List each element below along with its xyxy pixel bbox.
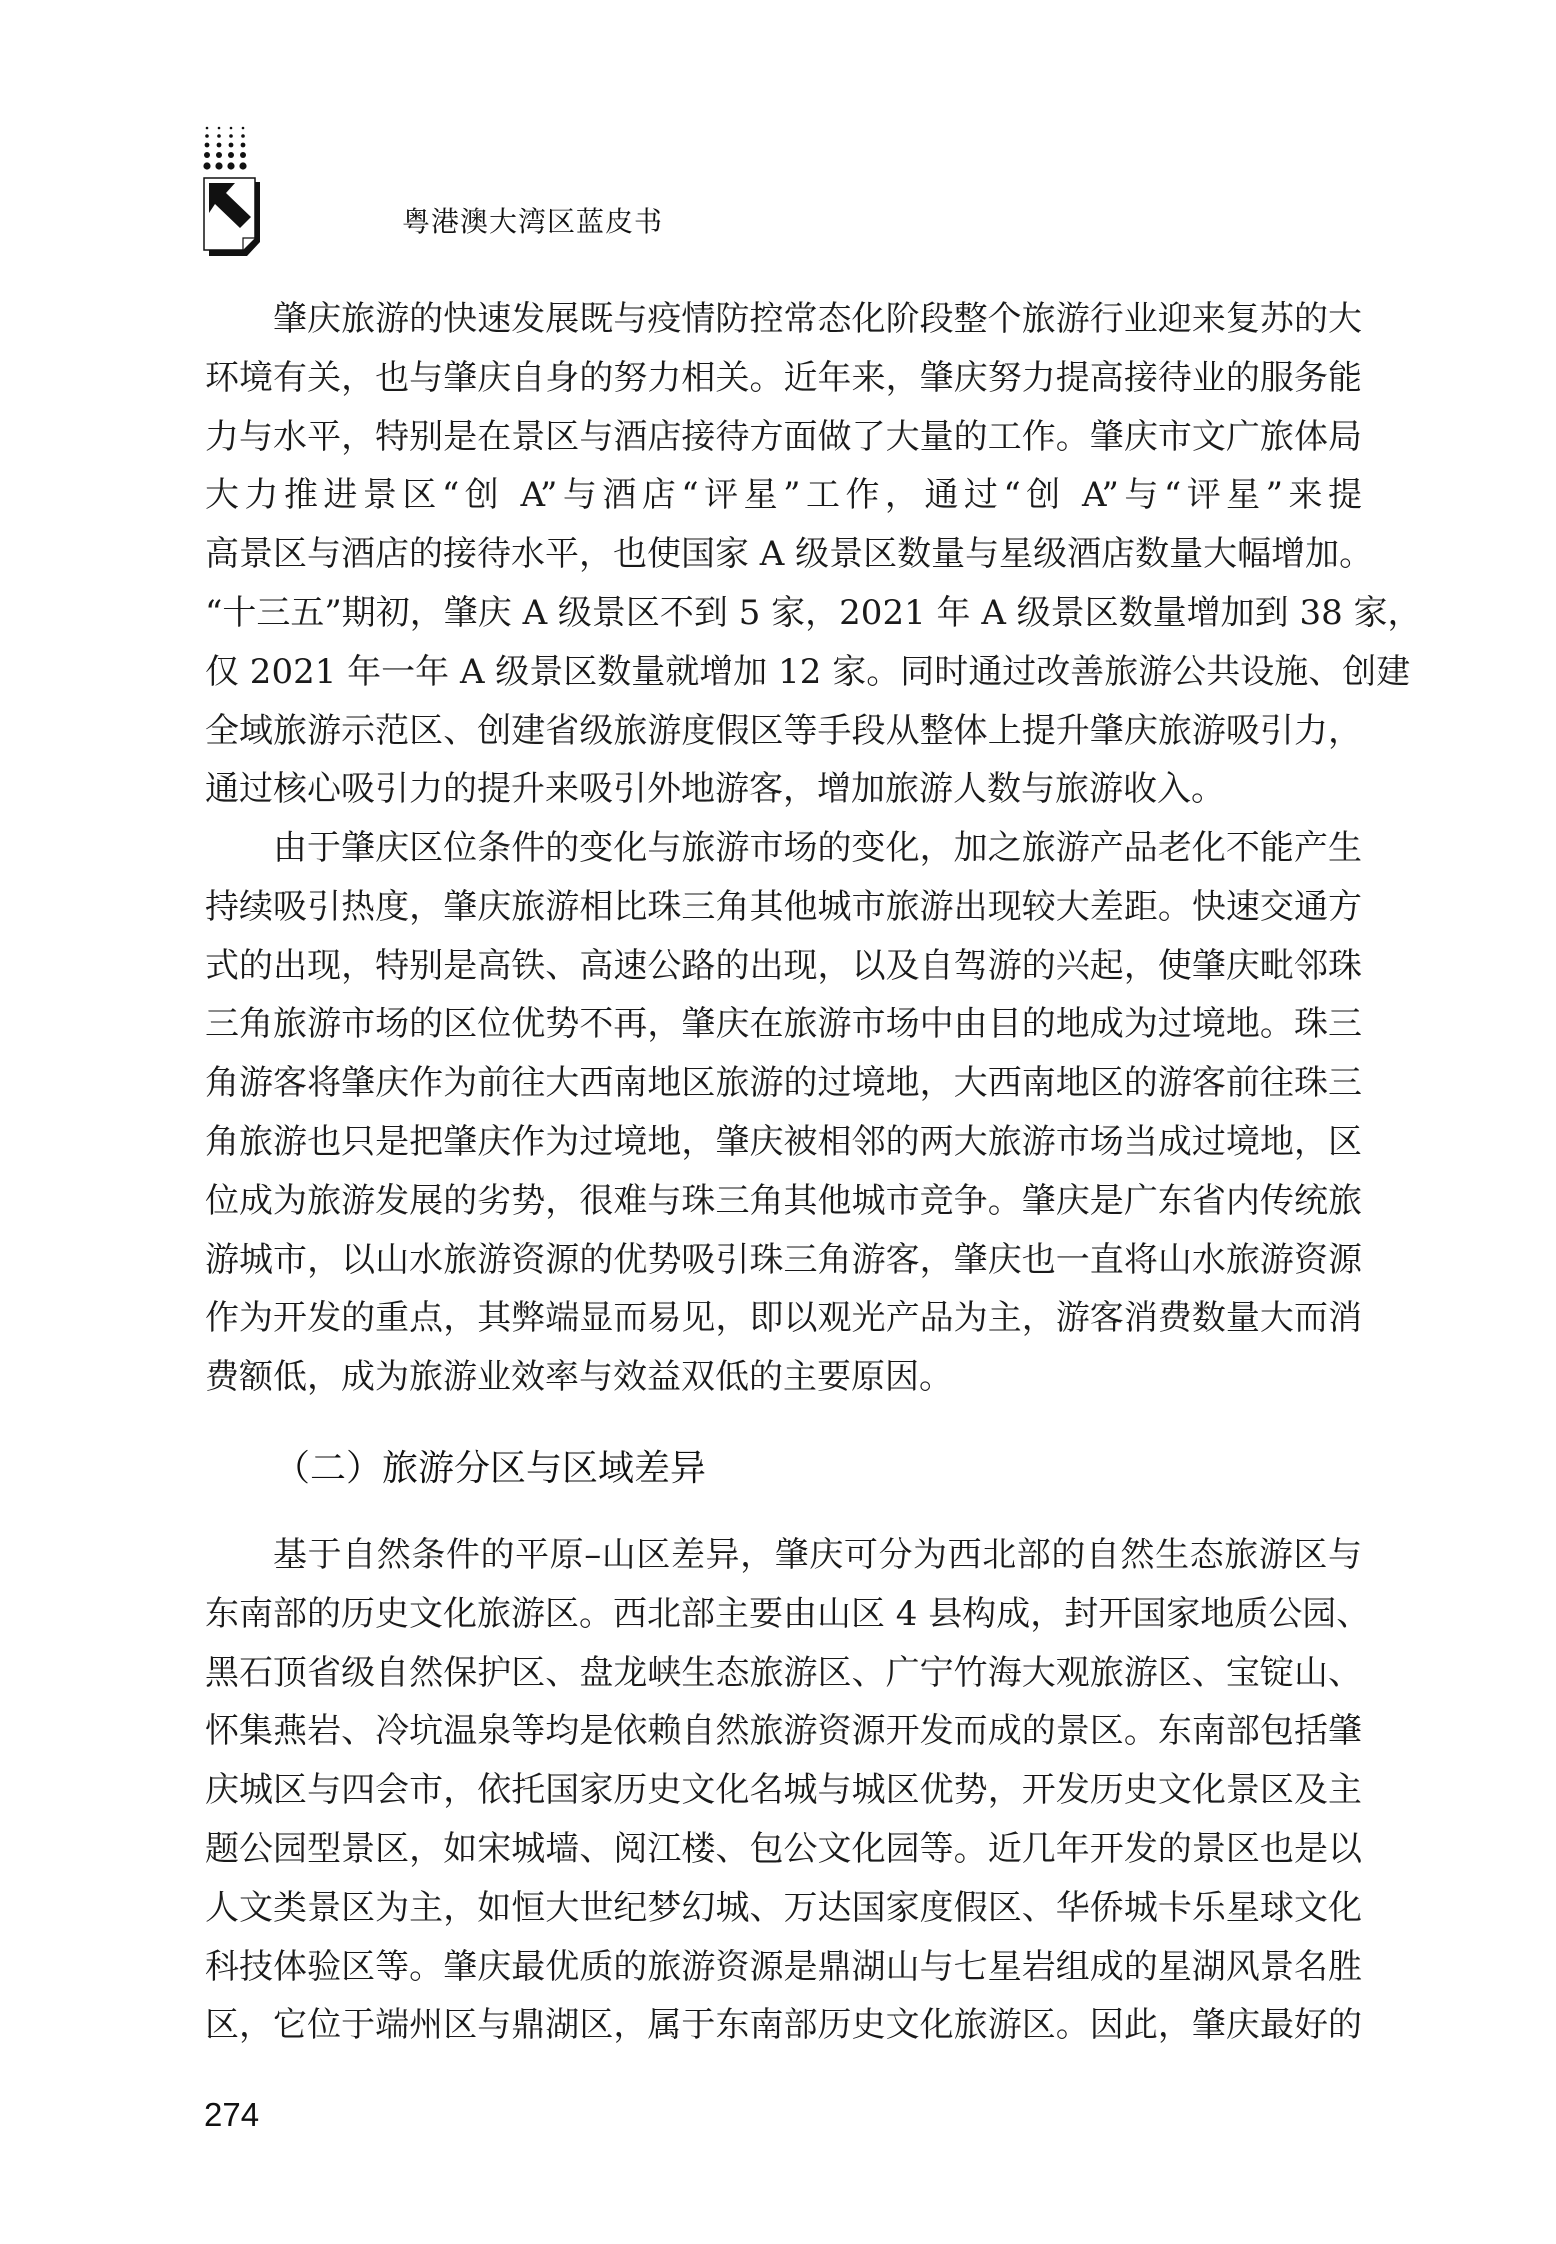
text-line: 环境有关，也与肇庆自身的努力相关。近年来，肇庆努力提高接待业的服务能 bbox=[205, 357, 1362, 398]
text-line: 角游客将肇庆作为前往大西南地区旅游的过境地，大西南地区的游客前往珠三 bbox=[205, 1063, 1362, 1104]
body-paragraph-2 bbox=[205, 819, 1362, 1407]
body-paragraph-3 bbox=[205, 1526, 1371, 2055]
book-series-title: 粤港澳大湾区蓝皮书 bbox=[402, 205, 664, 238]
text-line: 肇庆旅游的快速发展既与疫情防控常态化阶段整个旅游行业迎来复苏的大 bbox=[273, 299, 1362, 339]
section-heading: （二）旅游分区与区域差异 bbox=[274, 1448, 707, 1489]
text-line: 科技体验区等。肇庆最优质的旅游资源是鼎湖山与七星岩组成的星湖风景名胜 bbox=[205, 1946, 1362, 1987]
text-line: 通过核心吸引力的提升来吸引外地游客，增加旅游人数与旅游收入。 bbox=[205, 769, 1225, 810]
text-line: 大力推进景区“创 A”与酒店“评星”工作，通过“创 A”与“评星”来提 bbox=[205, 475, 1362, 516]
text-line: 基于自然条件的平原–山区差异，肇庆可分为西北部的自然生态旅游区与 bbox=[273, 1535, 1362, 1575]
text-line: 由于肇庆区位条件的变化与旅游市场的变化，加之旅游产品老化不能产生 bbox=[273, 828, 1362, 868]
text-line: 区，它位于端州区与鼎湖区，属于东南部历史文化旅游区。因此，肇庆最好的 bbox=[205, 2005, 1362, 2046]
text-line: 全域旅游示范区、创建省级旅游度假区等手段从整体上提升肇庆旅游吸引力， bbox=[205, 710, 1362, 751]
text-line: 持续吸引热度，肇庆旅游相比珠三角其他城市旅游出现较大差距。快速交通方 bbox=[205, 886, 1362, 927]
page-number: 274 bbox=[204, 2096, 260, 2133]
text-line: 作为开发的重点，其弊端显而易见，即以观光产品为主，游客消费数量大而消 bbox=[205, 1298, 1362, 1339]
text-line: 角旅游也只是把肇庆作为过境地，肇庆被相邻的两大旅游市场当成过境地，区 bbox=[205, 1121, 1362, 1162]
body-paragraph-1 bbox=[205, 290, 1422, 819]
text-line: 东南部的历史文化旅游区。西北部主要由山区 4 县构成，封开国家地质公园、 bbox=[205, 1593, 1371, 1634]
text-line: 题公园型景区，如宋城墙、阅江楼、包公文化园等。近几年开发的景区也是以 bbox=[205, 1828, 1362, 1869]
text-line: 费额低，成为旅游业效率与效益双低的主要原因。 bbox=[205, 1357, 953, 1398]
text-line: 式的出现，特别是高铁、高速公路的出现，以及自驾游的兴起，使肇庆毗邻珠 bbox=[205, 945, 1362, 986]
text-line: 庆城区与四会市，依托国家历史文化名城与城区优势，开发历史文化景区及主 bbox=[205, 1770, 1362, 1811]
text-line: 怀集燕岩、冷坑温泉等均是依赖自然旅游资源开发而成的景区。东南部包括肇 bbox=[205, 1711, 1362, 1752]
text-line: “十三五”期初，肇庆 A 级景区不到 5 家，2021 年 A 级景区数量增加到 38 家， bbox=[205, 592, 1422, 633]
text-line: 位成为旅游发展的劣势，很难与珠三角其他城市竞争。肇庆是广东省内传统旅 bbox=[205, 1180, 1362, 1221]
text-line: 力与水平，特别是在景区与酒店接待方面做了大量的工作。肇庆市文广旅体局 bbox=[205, 416, 1362, 457]
blue-book-logo-icon bbox=[203, 124, 263, 256]
text-line: 黑石顶省级自然保护区、盘龙峡生态旅游区、广宁竹海大观旅游区、宝锭山、 bbox=[205, 1652, 1362, 1693]
text-line: 人文类景区为主，如恒大世纪梦幻城、万达国家度假区、华侨城卡乐星球文化 bbox=[205, 1887, 1362, 1928]
text-line: 三角旅游市场的区位优势不再，肇庆在旅游市场中由目的地成为过境地。珠三 bbox=[205, 1004, 1362, 1045]
text-line: 游城市，以山水旅游资源的优势吸引珠三角游客，肇庆也一直将山水旅游资源 bbox=[205, 1239, 1362, 1280]
text-line: 高景区与酒店的接待水平，也使国家 A 级景区数量与星级酒店数量大幅增加。 bbox=[205, 534, 1374, 575]
text-line: 仅 2021 年一年 A 级景区数量就增加 12 家。同时通过改善旅游公共设施、创建 bbox=[205, 651, 1411, 692]
